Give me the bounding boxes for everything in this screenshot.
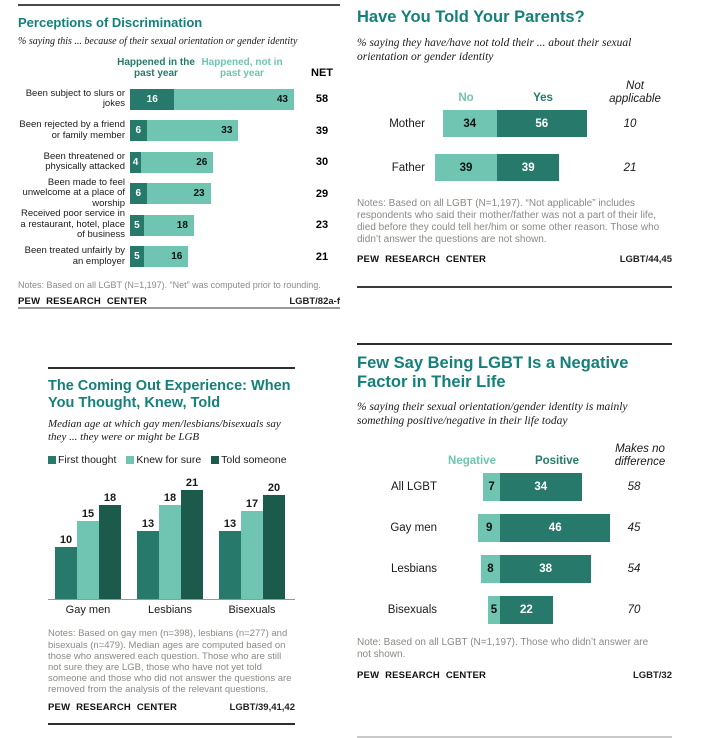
category-axis-labels xyxy=(48,604,295,616)
chart-title: Few Say Being LGBT Is a Negative Factor in Their Life xyxy=(357,354,629,392)
na-value: 45 xyxy=(627,522,641,535)
bar-segment-past-year: 5 xyxy=(130,246,144,267)
chart-title: The Coming Out Experience: When You Thought, Knew, Told xyxy=(48,378,291,411)
net-value: 23 xyxy=(315,219,329,232)
header-positive: Positive xyxy=(534,455,580,468)
bar-fill xyxy=(241,511,263,599)
chart-panel-told-parents xyxy=(357,0,672,288)
bar-fill xyxy=(181,490,203,599)
header-yes: Yes xyxy=(533,92,553,105)
negative-zone xyxy=(478,596,500,624)
pew-research-label: PEW RESEARCH CENTER xyxy=(48,701,178,713)
bar-fill xyxy=(219,531,241,599)
value-label: 15 xyxy=(81,508,95,521)
chart-legend xyxy=(48,454,295,466)
bar-segment-negative: 34 xyxy=(443,110,497,137)
legend-label: Knew for sure xyxy=(136,454,202,467)
legend-past-year: Happened in the past year xyxy=(117,57,195,80)
category-label: Been rejected by a friend or family member xyxy=(19,119,125,141)
stacked-bar xyxy=(130,120,238,141)
net-header: NET xyxy=(311,67,333,80)
bar-row xyxy=(357,555,672,583)
bar-segment-not-past-year: 26 xyxy=(141,152,213,173)
bar-segment-past-year: 6 xyxy=(130,120,147,141)
column-bar xyxy=(99,492,121,599)
bar-segment-not-past-year: 43 xyxy=(174,89,294,110)
column-bar xyxy=(181,477,203,599)
pew-research-label: PEW RESEARCH CENTER xyxy=(357,254,487,266)
bar-row xyxy=(18,146,340,178)
bar-segment-positive: 34 xyxy=(500,473,582,501)
bar-row xyxy=(18,83,340,115)
bar-group xyxy=(55,492,121,599)
legend-item-first-thought xyxy=(48,454,116,466)
pew-research-label: PEW RESEARCH CENTER xyxy=(357,669,487,681)
value-label: 13 xyxy=(223,518,237,531)
chart-footer xyxy=(357,670,672,681)
category-label: Bisexuals xyxy=(387,604,437,617)
chart-subtitle: % saying this ... because of their sexual orientation or gender identity xyxy=(18,36,298,48)
bar-segment-negative: 9 xyxy=(478,514,500,542)
chart-panel-coming-out xyxy=(48,367,295,725)
column-bar xyxy=(77,492,99,599)
bar-segment-past-year: 5 xyxy=(130,215,144,236)
bar-fill xyxy=(137,531,159,599)
bar-row xyxy=(357,110,672,137)
stacked-bar xyxy=(130,89,294,110)
bar-segment-past-year: 6 xyxy=(130,183,147,204)
category-label: Mother xyxy=(389,117,425,130)
source-code-label: LGBT/44,45 xyxy=(619,254,672,266)
legend-swatch-icon xyxy=(48,456,56,464)
bar-segment-past-year: 16 xyxy=(130,89,174,110)
legend-label: First thought xyxy=(58,454,117,467)
chart-panel-negative-factor xyxy=(357,343,672,738)
bar-fill xyxy=(159,505,181,599)
bar-row xyxy=(18,115,340,147)
bar-segment-positive: 39 xyxy=(497,154,559,181)
notes-text: Notes: Based on all LGBT (N=1,197). “Net” was computed prior to rounding. xyxy=(18,280,321,291)
column-bar xyxy=(263,482,285,599)
legend-swatch-icon xyxy=(126,456,134,464)
notes-text: Notes: Based on all LGBT (N=1,197). “Not applicable” includes respondents who said their mother/father was not a part of their life, died before they could tell her/him or some other reason. Those who didn’t answer the questions are not shown. xyxy=(357,198,660,245)
bar-segment-negative: 7 xyxy=(483,473,500,501)
category-label: Been made to feel unwelcome at a place of worship xyxy=(22,176,125,209)
column-bar xyxy=(241,482,263,599)
negative-zone xyxy=(478,514,500,542)
bar-segment-past-year: 4 xyxy=(130,152,141,173)
negative-zone xyxy=(478,555,500,583)
chart-subtitle: Median age at which gay men/lesbians/bisexuals say they ... they were or might be LGB xyxy=(48,417,281,444)
bar-row xyxy=(357,473,672,501)
chart-panel-discrimination xyxy=(18,0,340,311)
bar-rows xyxy=(18,83,340,272)
category-label: Lesbians xyxy=(390,563,437,576)
bar-row xyxy=(18,209,340,241)
na-value: 70 xyxy=(627,604,641,617)
column-headers xyxy=(357,70,672,106)
bar-row xyxy=(357,154,672,181)
bar-rows xyxy=(357,473,672,624)
value-label: 18 xyxy=(163,492,177,505)
divider-line xyxy=(48,367,295,369)
value-label: 18 xyxy=(103,492,117,505)
notes-text: Note: Based on all LGBT (N=1,197). Those who didn’t answer are not shown. xyxy=(357,637,649,661)
chart-footer xyxy=(18,296,340,307)
legend-item-knew-for-sure xyxy=(126,454,201,466)
category-label: Lesbians xyxy=(147,604,193,617)
bar-row xyxy=(18,241,340,273)
bar-segment-not-past-year: 16 xyxy=(144,246,188,267)
source-code-label: LGBT/32 xyxy=(632,669,672,681)
category-label: Father xyxy=(391,161,425,174)
negative-zone xyxy=(435,154,497,181)
column-headers xyxy=(357,437,672,469)
chart-subtitle: % saying they have/have not told their ... about their sexual orientation or gender identity xyxy=(357,37,632,64)
divider-line xyxy=(357,286,672,288)
negative-zone xyxy=(435,110,497,137)
divider-line xyxy=(18,307,340,309)
category-label: Been subject to slurs or jokes xyxy=(25,87,125,110)
stacked-bar xyxy=(130,215,194,236)
value-label: 21 xyxy=(185,477,199,490)
value-label: 20 xyxy=(267,482,281,495)
stacked-bar xyxy=(130,183,211,204)
net-value: 21 xyxy=(315,250,329,263)
bar-segment-positive: 46 xyxy=(500,514,610,542)
bar-segment-not-past-year: 23 xyxy=(147,183,211,204)
value-label: 10 xyxy=(59,534,73,547)
na-value: 10 xyxy=(623,117,637,130)
column-bar xyxy=(55,492,77,599)
stacked-bar xyxy=(130,246,188,267)
source-code-label: LGBT/39,41,42 xyxy=(229,701,295,713)
header-no: No xyxy=(458,92,474,105)
bar-row xyxy=(18,178,340,210)
header-not-applicable: Not applicable xyxy=(609,79,661,105)
bar-fill xyxy=(99,505,121,599)
legend-not-past-year: Happened, not in past year xyxy=(201,57,283,80)
chart-footer xyxy=(48,702,295,713)
bar-segment-positive: 22 xyxy=(500,596,553,624)
bar-segment-positive: 56 xyxy=(497,110,587,137)
value-label: 17 xyxy=(245,498,259,511)
category-label: All LGBT xyxy=(390,481,437,494)
stacked-bar xyxy=(130,152,213,173)
net-value: 29 xyxy=(315,187,329,200)
column-bar xyxy=(137,477,159,599)
net-value: 58 xyxy=(315,93,329,106)
bar-row xyxy=(357,596,672,624)
header-negative: Negative xyxy=(448,455,496,468)
chart-title: Perceptions of Discrimination xyxy=(18,15,203,30)
category-label: Bisexuals xyxy=(228,604,276,617)
bar-group xyxy=(137,477,203,599)
column-headers xyxy=(18,57,340,79)
category-label: Received poor service in a restaurant, hotel, place of business xyxy=(20,208,125,241)
column-bar xyxy=(219,482,241,599)
bar-fill xyxy=(263,495,285,599)
source-code-label: LGBT/82a-f xyxy=(289,295,340,307)
column-chart-plot-area xyxy=(48,474,295,600)
bar-segment-negative: 39 xyxy=(435,154,497,181)
chart-title: Have You Told Your Parents? xyxy=(357,8,585,26)
pew-research-label: PEW RESEARCH CENTER xyxy=(18,295,148,307)
category-label: Been treated unfairly by an employer xyxy=(24,245,125,267)
na-value: 58 xyxy=(627,481,641,494)
category-label: Gay men xyxy=(390,522,437,535)
category-label: Been threatened or physically attacked xyxy=(43,150,125,173)
bar-segment-negative: 8 xyxy=(481,555,500,583)
chart-subtitle: % saying their sexual orientation/gender identity is mainly something positive/negative in their life today xyxy=(357,401,628,428)
chart-footer xyxy=(357,254,672,265)
divider-line xyxy=(48,723,295,725)
bar-row xyxy=(357,514,672,542)
na-value: 21 xyxy=(623,161,637,174)
divider-line xyxy=(357,343,672,345)
bar-fill xyxy=(77,521,99,599)
category-label: Gay men xyxy=(65,604,111,617)
bar-group xyxy=(219,482,285,599)
bar-segment-not-past-year: 33 xyxy=(147,120,239,141)
na-value: 54 xyxy=(627,563,641,576)
net-value: 39 xyxy=(315,124,329,137)
negative-zone xyxy=(478,473,500,501)
column-bar xyxy=(159,477,181,599)
bar-fill xyxy=(55,547,77,599)
bar-segment-not-past-year: 18 xyxy=(144,215,194,236)
legend-label: Told someone xyxy=(221,454,287,467)
notes-text: Notes: Based on gay men (n=398), lesbians (n=277) and bisexuals (n=479). Median ages are computed based on those who answered each question. Those who are still not sure they are LGB, those who have not yet told someone and those who did not answer the questions are removed from the analysis of the relevant questions. xyxy=(48,628,292,696)
bar-segment-positive: 38 xyxy=(500,555,591,583)
divider-line xyxy=(18,4,340,6)
legend-swatch-icon xyxy=(211,456,219,464)
net-value: 30 xyxy=(315,156,329,169)
legend-item-told-someone xyxy=(211,454,286,466)
header-makes-no-difference: Makes no difference xyxy=(614,442,666,469)
bar-segment-negative: 5 xyxy=(488,596,500,624)
bar-rows xyxy=(357,110,672,181)
value-label: 13 xyxy=(141,518,155,531)
